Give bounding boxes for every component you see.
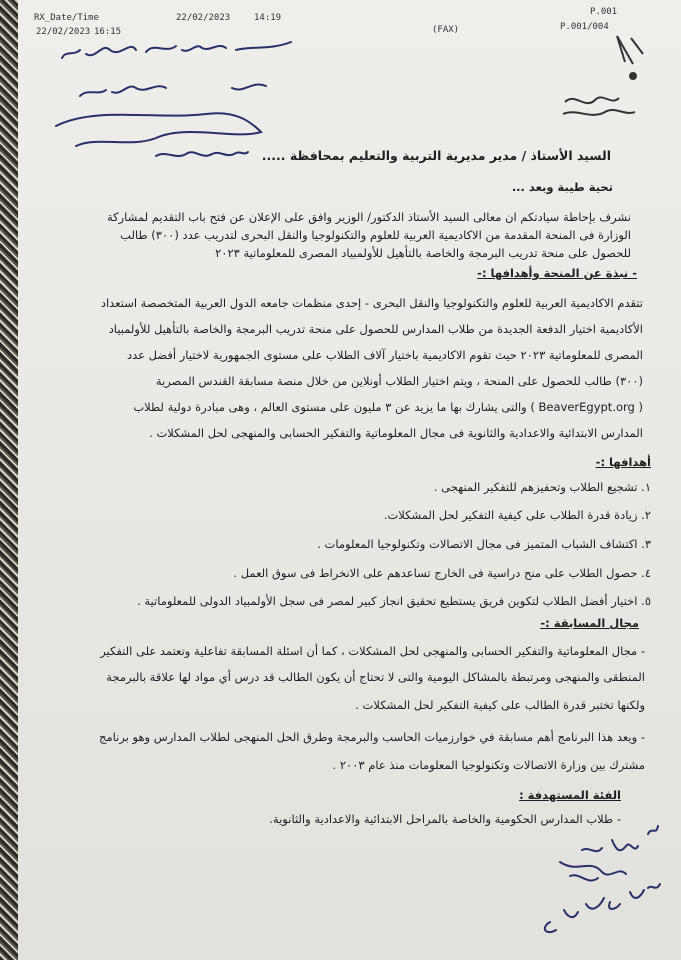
about-line-5: ( BeaverEgypt.org ) والتى يشارك بها ما يزيد عن ٣ مليون على مستوى العالم ، وهى مبادرة دولية لطلاب	[133, 400, 643, 414]
fax-rx-label: RX_Date/Time	[34, 13, 100, 23]
ministry-emblem	[555, 32, 650, 127]
intro-line-1: نشرف بإحاطة سيادتكم ان معالى السيد الأستاذ الدكتور/ الوزير وافق على الإعلان عن فتح باب التقديم لمشاركة	[106, 210, 631, 224]
about-line-4: (٣٠٠) طالب للحصول على المنحة ، ويتم اختيار الطلاب أونلاين من خلال منصة مسابقة القندس المصرية	[155, 374, 643, 388]
fax-rx-time: 16:15	[94, 27, 122, 37]
fabric-edge	[0, 0, 18, 960]
greeting: تحية طيبة وبعد ...	[511, 180, 613, 194]
scope-line-3: ولكنها تختبر قدرة الطالب على كيفية التفكير لحل المشكلات .	[355, 698, 645, 712]
fax-tag: (FAX)	[432, 25, 460, 35]
about-line-1: تتقدم الاكاديمية العربية للعلوم والتكنولوجيا والنقل البحرى - إحدى منظمات جامعه الدول العربية المتخصصة استعداد	[100, 296, 643, 310]
scope-line-5: مشترك بين وزارة الاتصالات وتكنولوجيا المعلومات منذ عام ٢٠٠٣ .	[332, 758, 645, 772]
goal-4: ٤. حصول الطلاب على منح دراسية فى الخارج تساعدهم على الانخراط فى سوق العمل .	[233, 566, 651, 580]
about-line-3: المصرى للمعلوماتية ٢٠٢٣ حيث تقوم الاكاديمية باختيار آلاف الطلاب على مستوى الجمهورية لاختيار أفضل عدد	[127, 348, 643, 362]
intro-line-3: للحصول على منحة تدريب البرمجة والخاصة بالتأهيل للأولمبياد المصرى للمعلوماتية ٢٠٢٣	[215, 246, 631, 260]
intro-line-2: الوزارة فى المنحة المقدمة من الاكاديمية العربية للعلوم والتكنولوجيا والنقل البحرى لتدريب عدد (٣٠٠) طالب	[120, 228, 631, 242]
goal-5: ٥. اختيار أفضل الطلاب لتكوين فريق يستطيع تحقيق انجاز كبير لمصر فى سجل الأولمبياد الدولى للمعلوماتية .	[137, 594, 651, 608]
fax-rx-date: 22/02/2023	[36, 27, 91, 37]
handwritten-annotation	[36, 28, 326, 168]
scope-line-4: - ويعد هذا البرنامج أهم مسابقة في خوارزميات الحاسب والبرمجة وطرق الحل المنهجى لطلاب المدارس وهو برنامج	[99, 730, 645, 744]
target-heading: الفئة المستهدفة :	[519, 788, 621, 802]
about-heading: - نبذة عن المنحة وأهدافها :-	[477, 266, 637, 280]
goals-heading: أهدافها :-	[595, 455, 651, 469]
target-line: - طلاب المدارس الحكومية والخاصة بالمراحل الابتدائية والاعدادية والثانوية.	[269, 812, 621, 826]
goal-3: ٣. اكتشاف الشباب المتميز فى مجال الاتصالات وتكنولوجيا المعلومات .	[317, 537, 651, 551]
fax-page-total: P.001/004	[560, 22, 609, 32]
goal-1: ١. تشجيع الطلاب وتحفيزهم للتفكير المنهجى .	[433, 480, 651, 494]
fax-date: 22/02/2023	[176, 13, 231, 23]
goal-2: ٢. زيادة قدرة الطلاب على كيفية التفكير لحل المشكلات.	[383, 508, 651, 522]
fax-time: 14:19	[254, 13, 282, 23]
about-line-6: المدارس الابتدائية والاعدادية والثانوية فى مجال المعلوماتية والتفكير الحسابى والمنهجى لحل المشكلات .	[149, 426, 643, 440]
addressee: السيد الأستاذ / مدير مديرية التربية والتعليم بمحافظة .....	[261, 148, 611, 163]
scope-line-2: المنطقى والمنهجى ومرتبطة بالمشاكل اليومية والتى لا تحتاج أن يكون الطالب قد درس أي مواد لها علاقة بالبرمجة	[106, 670, 645, 684]
about-line-2: الأكاديمية اختيار الدفعة الجديدة من طلاب المدارس للحصول على منحة تدريب البرمجة والخاصة بالتأهيل للأولمبياد	[108, 322, 643, 336]
fax-page: P.001	[590, 7, 618, 17]
scope-heading: مجال المسابقة :-	[540, 616, 639, 630]
signature	[530, 810, 670, 940]
scope-line-1: - مجال المعلوماتية والتفكير الحسابى والمنهجى لحل المشكلات ، كما أن اسئلة المسابقة تفاعلية وتعتمد على التفكير	[100, 644, 645, 658]
